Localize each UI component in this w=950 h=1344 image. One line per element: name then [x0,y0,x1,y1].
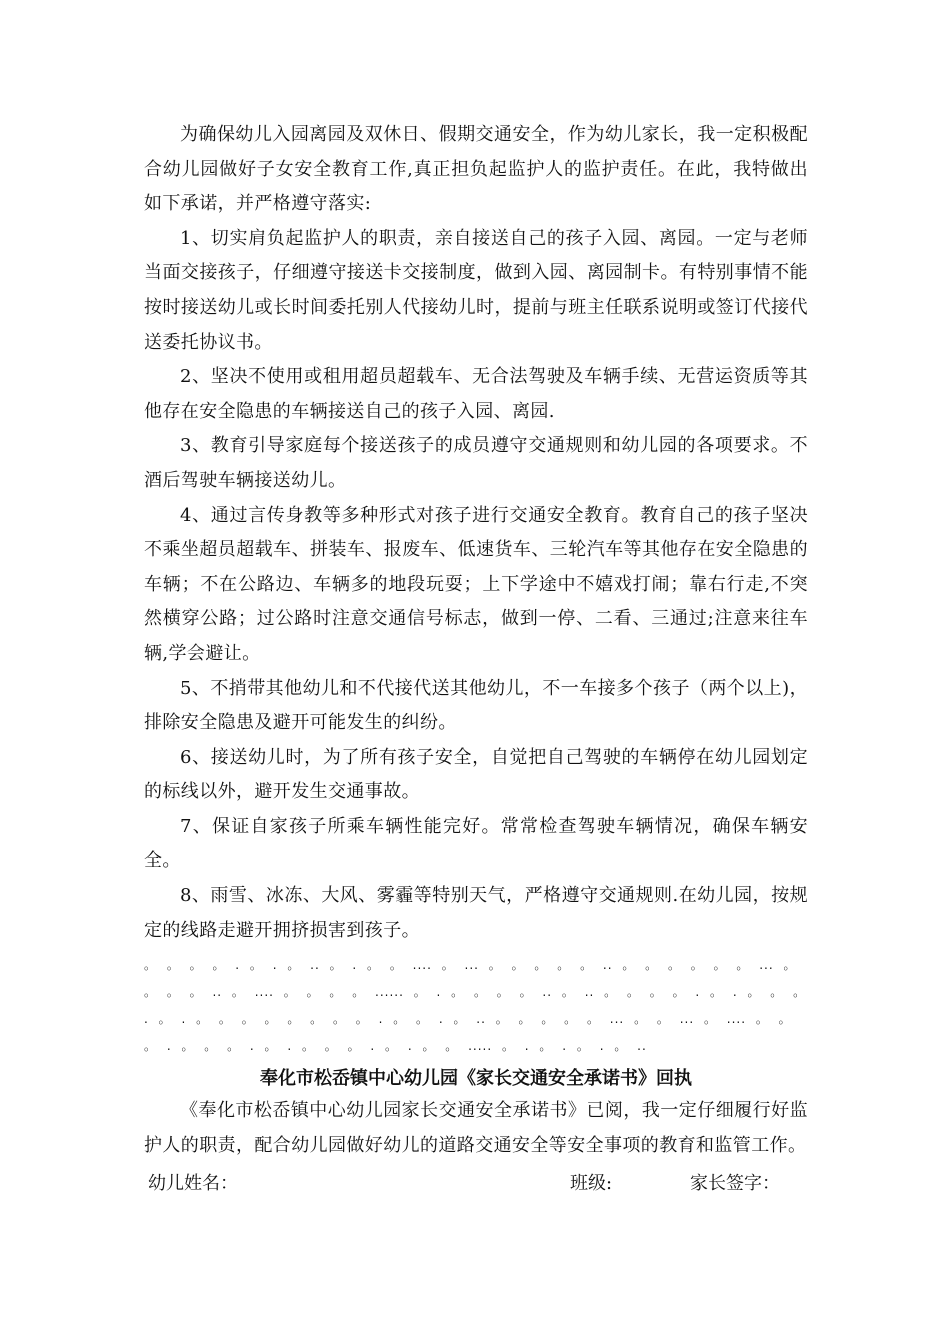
receipt-title: 奉化市松岙镇中心幼儿园《家长交通安全承诺书》回执 [260,1068,692,1090]
receipt-body: 《奉化市松岙镇中心幼儿园家长交通安全承诺书》已阅，我一定仔细履行好监护人的职责，配合幼儿园做好幼儿的道路交通安全等安全事项的教育和监管工作。 [144,1100,808,1156]
receipt-fields [144,1167,808,1203]
pledge-item: 2、坚决不使用或租用超员超载车、无合法驾驶及车辆手续、无营运资质等其他存在安全隐患的车辆接送自己的孩子入园、离园. [144,366,808,422]
pledge-item: 4、通过言传身教等多种形式对孩子进行交通安全教育。教育自己的孩子坚决不乘坐超员超载车、拼装车、报废车、低速货车、三轮汽车等其他存在安全隐患的车辆；不在公路边、车辆多的地段玩耍；上下学途中不嬉戏打闹；靠右行走,不突然横穿公路；过公路时注意交通信号标志，做到一停、二看、三通过;注意来往车辆,学会避让。 [144,504,808,664]
pledge-item: 7、保证自家孩子所乘车辆性能完好。常常检查驾驶车辆情况，确保车辆安全。 [144,815,808,872]
cut-line-separator: 。 。 。 。 . 。 . 。 .. 。 . 。 。 .... 。 ... 。 。 。 。 。 .. 。 。 。 。 。 。 ... 。 。 。 。 .. 。 .... 。 。 。 。 ...... 。 . 。 。 。 。 .. 。 .. 。 。 。 。 . 。 . 。 。 。 . 。 . 。 。 。 。 。 。 。 。 . 。 。 . 。 .. 。 。 。 。 。 ... 。 。 ... 。 .... 。 。 。 . 。 。 。 . 。 . 。 。 。 . 。 . 。 。 ..... 。 . 。 . 。 . 。 .. [144,958,807,1054]
pledge-item: 8、雨雪、冰冻、大风、雾霾等特别天气，严格遵守交通规则.在幼儿园，按规定的线路走避开拥挤损害到孩子。 [144,885,808,941]
pledge-item: 1、切实肩负起监护人的职责，亲自接送自己的孩子入园、离园。一定与老师当面交接孩子，仔细遵守接送卡交接制度，做到入园、离园制卡。有特别事情不能按时接送幼儿或长时间委托别人代接幼儿时，提前与班主任联系说明或签订代接代送委托协议书。 [144,227,808,353]
pledge-intro: 为确保幼儿入园离园及双休日、假期交通安全，作为幼儿家长，我一定积极配合幼儿园做好子女安全教育工作,真正担负起监护人的监护责任。在此，我特做出如下承诺，并严格遵守落实: [144,124,808,215]
document-page [144,118,808,1203]
pledge-item: 6、接送幼儿时，为了所有孩子安全，自觉把自己驾驶的车辆停在幼儿园划定的标线以外，避开发生交通事故。 [144,746,808,803]
parent-signature-label: 家长签字： [690,1173,780,1195]
child-name-label: 幼儿姓名： [148,1173,238,1195]
class-label: 班级: [570,1173,613,1195]
pledge-item: 3、教育引导家庭每个接送孩子的成员遵守交通规则和幼儿园的各项要求。不酒后驾驶车辆接送幼儿。 [144,435,808,491]
pledge-item: 5、不捎带其他幼儿和不代接代送其他幼儿，不一车接多个孩子（两个以上)，排除安全隐患及避开可能发生的纠纷。 [144,677,808,734]
